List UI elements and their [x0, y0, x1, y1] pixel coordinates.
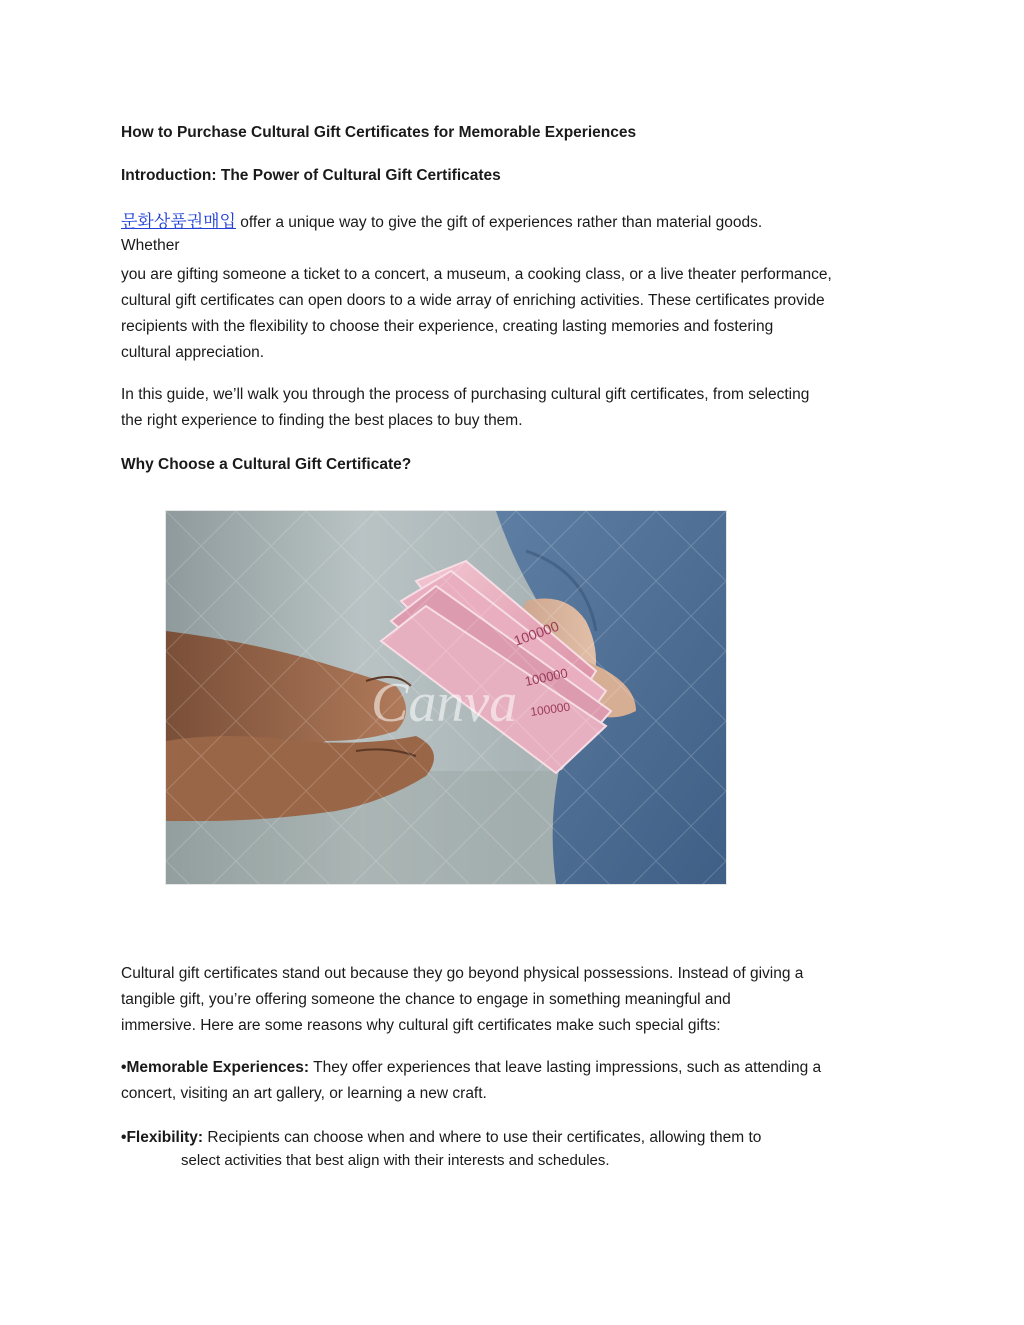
bullet-flexibility-cont: select activities that best align with their interests and schedules.: [181, 1152, 610, 1169]
bullet-text: They offer experiences that leave lasting impressions, such as attending a: [309, 1059, 822, 1076]
why-heading: Why Choose a Cultural Gift Certificate?: [121, 456, 412, 473]
bullet-text: Recipients can choose when and where to use their certificates, allowing them to: [203, 1129, 762, 1146]
bullet-memorable-cont: concert, visiting an art gallery, or learning a new craft.: [121, 1085, 487, 1102]
intro-paragraph-line: you are gifting someone a ticket to a concert, a museum, a cooking class, or a live theater performance,: [121, 266, 832, 283]
document-title: How to Purchase Cultural Gift Certificates for Memorable Experiences: [121, 124, 637, 141]
bullet-marker: •: [121, 1129, 127, 1146]
why-paragraph-line: Cultural gift certificates stand out because they go beyond physical possessions. Instead of giving a: [121, 965, 804, 982]
money-handover-photo: [166, 511, 726, 884]
intro-paragraph-line: Whether: [121, 237, 180, 254]
intro-line1-text: offer a unique way to give the gift of experiences rather than material goods.: [235, 214, 763, 231]
canva-watermark: Canva: [371, 672, 518, 734]
why-paragraph-line: tangible gift, you’re offering someone the chance to engage in something meaningful and: [121, 991, 731, 1008]
korean-link[interactable]: 문화상품권매입: [121, 212, 236, 231]
intro-paragraph-line: recipients with the flexibility to choose their experience, creating lasting memories and fostering: [121, 318, 774, 335]
intro-paragraph-line: cultural gift certificates can open doors to a wide array of enriching activities. These certificates provide: [121, 292, 825, 309]
bullet-marker: •: [121, 1059, 127, 1076]
guide-paragraph-line: the right experience to finding the best places to buy them.: [121, 412, 523, 429]
bullet-memorable: [121, 1055, 821, 1081]
bullet-label: Flexibility:: [126, 1129, 204, 1146]
intro-paragraph-line: [121, 209, 762, 236]
intro-paragraph-line: cultural appreciation.: [121, 344, 265, 361]
why-paragraph-line: immersive. Here are some reasons why cultural gift certificates make such special gifts:: [121, 1017, 721, 1034]
intro-heading: Introduction: The Power of Cultural Gift Certificates: [121, 167, 501, 184]
guide-paragraph-line: In this guide, we’ll walk you through the process of purchasing cultural gift certificates, from selecting: [121, 386, 810, 403]
bullet-label: Memorable Experiences:: [126, 1059, 310, 1076]
